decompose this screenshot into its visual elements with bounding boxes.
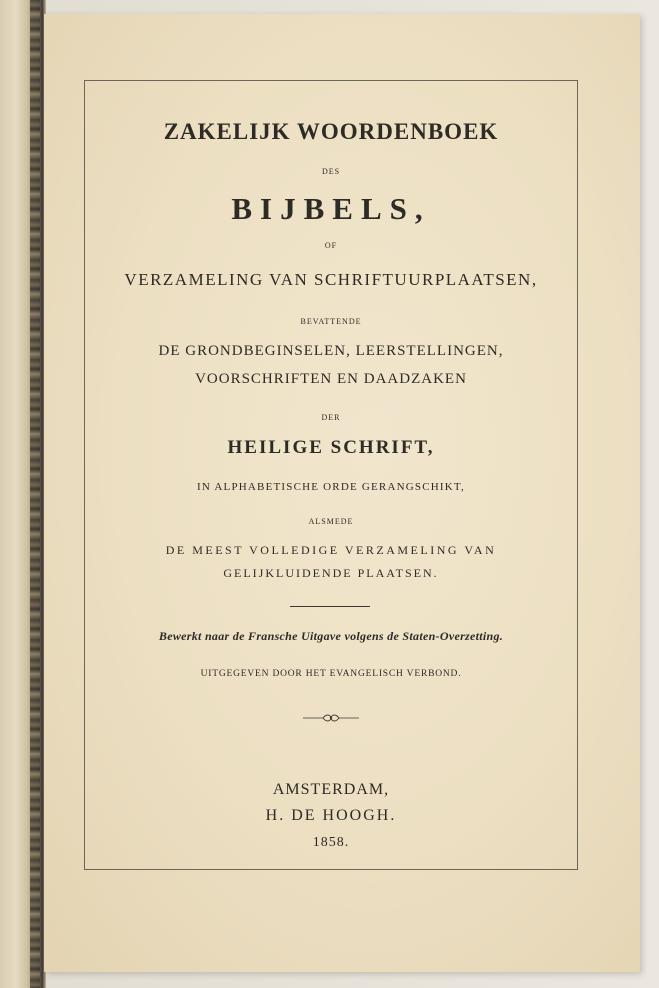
imprint-publisher: H. DE HOOGH. bbox=[265, 807, 397, 824]
subtitle: VERZAMELING VAN SCHRIFTUURPLAATSEN, bbox=[124, 270, 538, 289]
edition-note: Bewerkt naar de Fransche Uitgave volgens de Staten-Overzetting. bbox=[158, 629, 504, 643]
page-border-frame bbox=[84, 80, 578, 870]
publisher-note: UITGEGEVEN DOOR HET EVANGELISCH VERBOND. bbox=[200, 669, 462, 679]
title-page bbox=[44, 14, 640, 972]
main-word: BIJBELS, bbox=[231, 191, 431, 226]
contents-line-1: DE GRONDBEGINSELEN, LEERSTELLINGEN, bbox=[158, 343, 504, 359]
imprint-place: AMSTERDAM, bbox=[272, 781, 390, 798]
contents-line-2: VOORSCHRIFTEN EN DAADZAKEN bbox=[195, 371, 467, 387]
connector-of: OF bbox=[324, 241, 338, 250]
heilige-schrift-heading: HEILIGE SCHRIFT, bbox=[227, 437, 435, 458]
divider-rule bbox=[290, 606, 370, 607]
collection-line-2: GELIJKLUIDENDE PLAATSEN. bbox=[223, 566, 439, 580]
connector-bevattende: BEVATTENDE bbox=[300, 317, 362, 326]
connector-des: DES bbox=[321, 167, 341, 176]
alphabetic-order-line: IN ALPHABETISCHE ORDE GERANGSCHIKT, bbox=[197, 481, 465, 493]
collection-line-1: DE MEEST VOLLEDIGE VERZAMELING VAN bbox=[165, 543, 497, 557]
book-title: ZAKELIJK WOORDENBOEK bbox=[163, 119, 499, 144]
connector-der: DER bbox=[321, 413, 341, 422]
flourish-ornament-icon bbox=[301, 713, 361, 723]
book-spine bbox=[0, 0, 46, 988]
connector-alsmede: ALSMEDE bbox=[308, 517, 354, 526]
imprint-year: 1858. bbox=[312, 835, 350, 850]
